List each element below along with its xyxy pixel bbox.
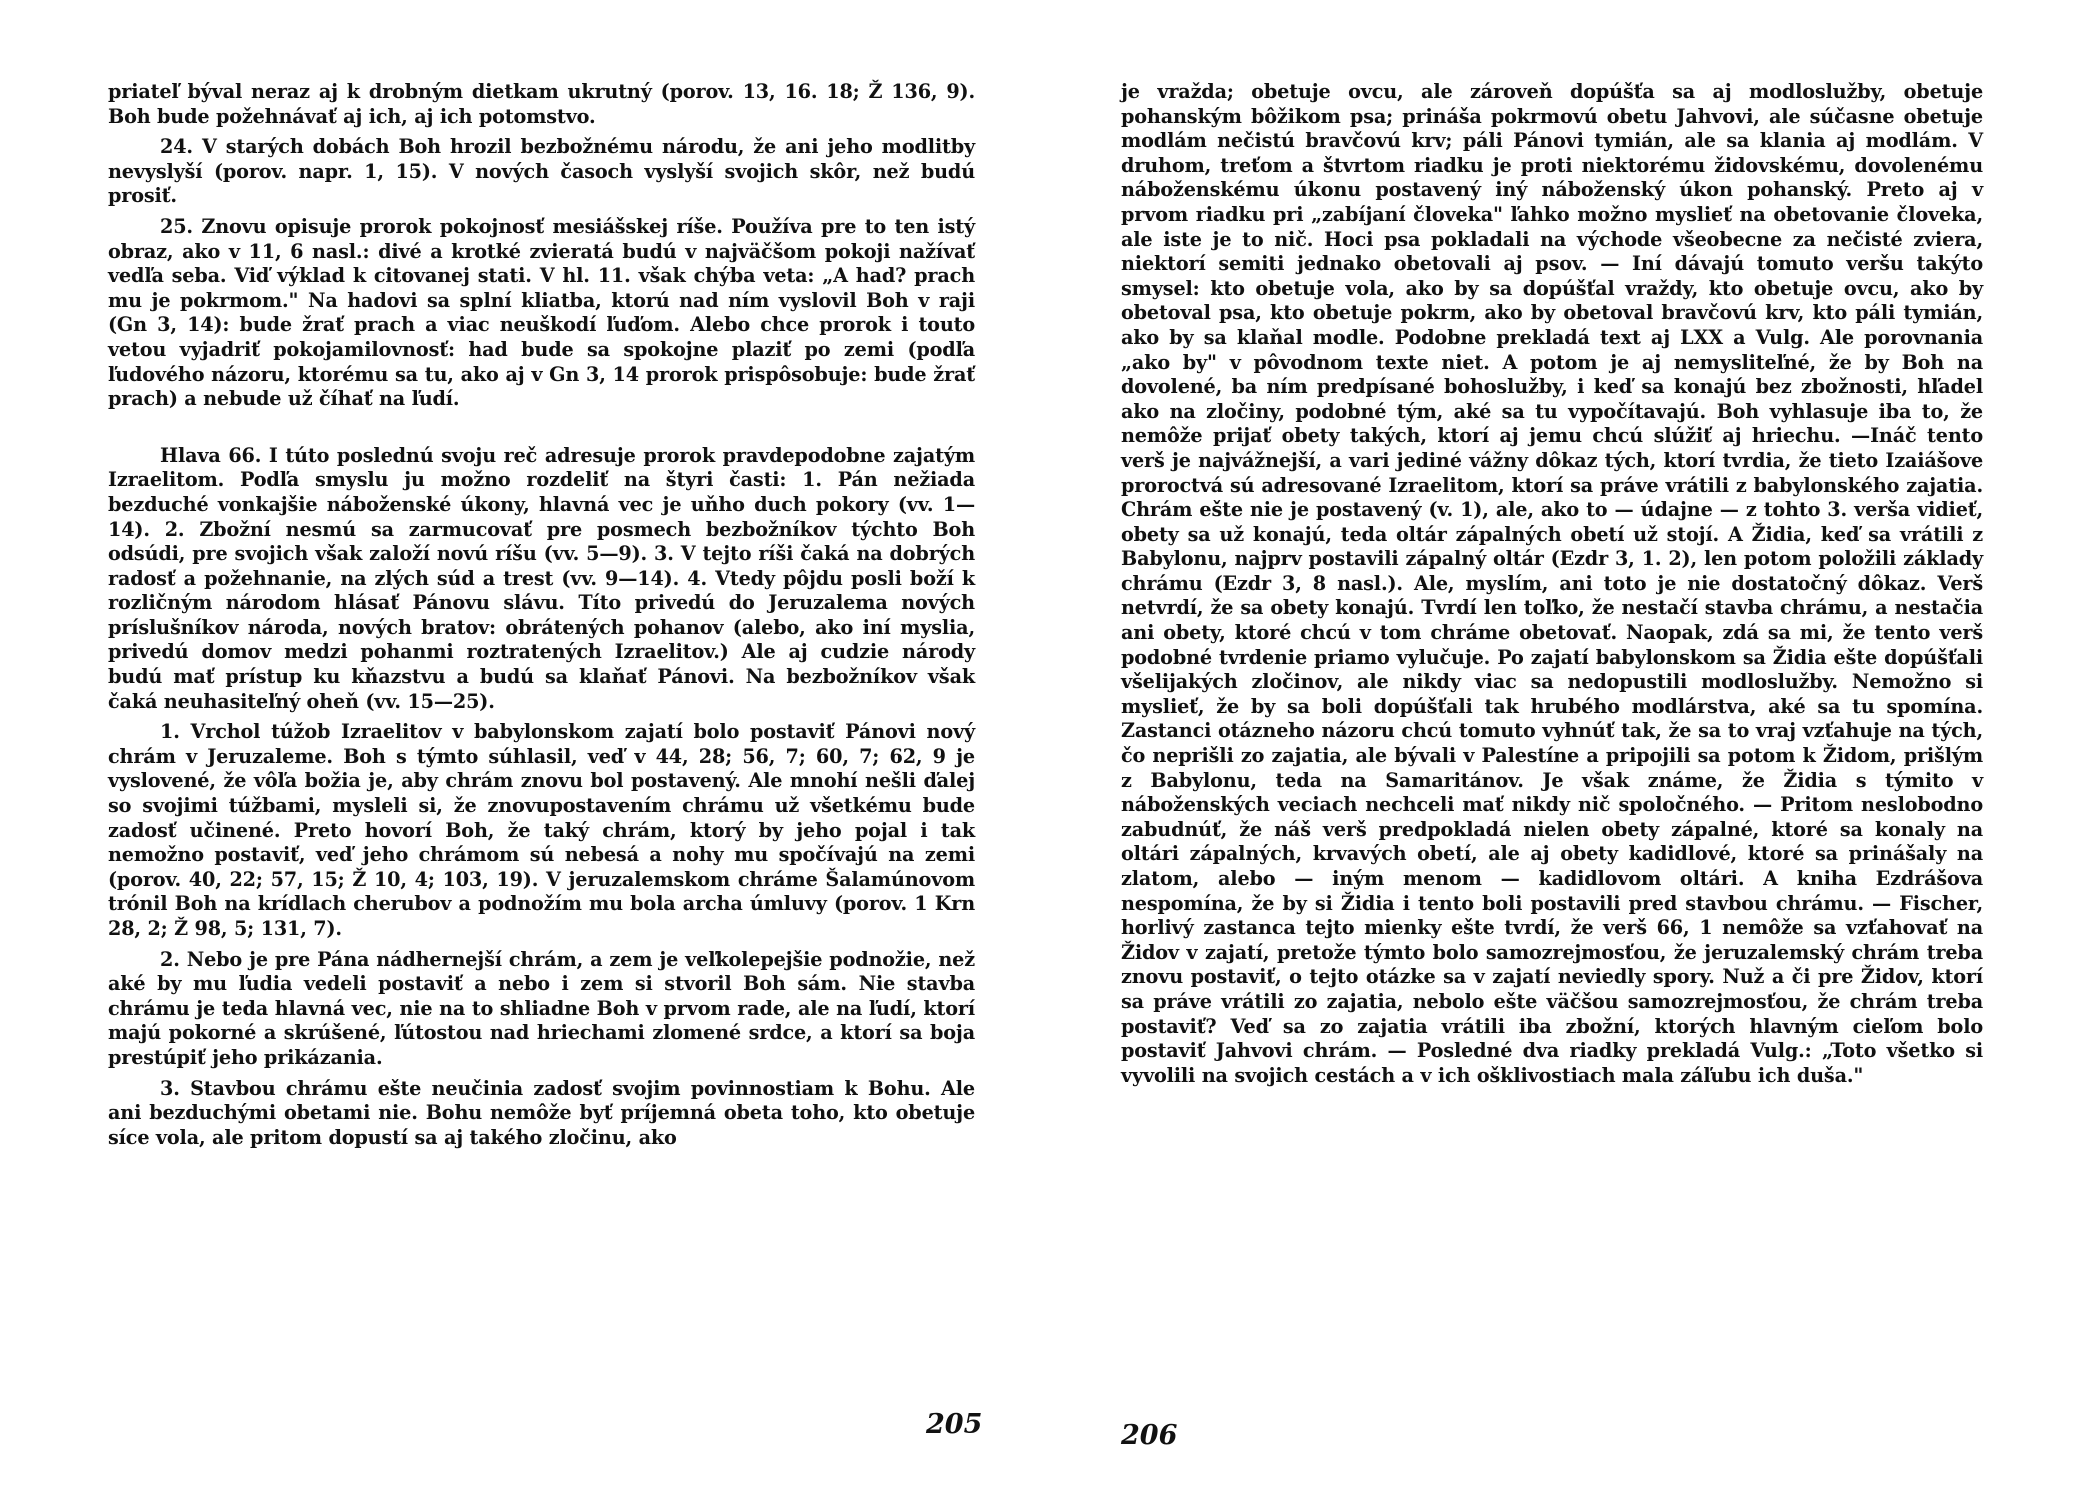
paragraph: priateľ býval neraz aj k drobným dietkam ukrutný (porov. 13, 16. 18; Ž 136, 9). Boh bude požehnávať aj ich, aj ich potomstvo. <box>108 80 975 128</box>
page-number: 206 <box>1121 1420 1178 1451</box>
paragraph: 25. Znovu opisuje prorok pokojnosť mesiášskej ríše. Používa pre to ten istý obraz, ako v 11, 6 nasl.: divé a krotké zvieratá budú v najväčšom pokoji nažívať vedľa seba. Viď výklad k citovanej stati. V hl. 11. však chýba veta: „A had? prach mu je pokrmom." Na hadovi sa splní kliatba, ktorú nad ním vyslovil Boh v raji (Gn 3, 14): bude žrať prach a viac neuškodí ľuďom. Alebo chce prorok i touto vetou vyjadriť pokojamilovnosť: had bude sa spokojne plaziť po zemi (podľa ľudového názoru, ktorému sa tu, ako aj v Gn 3, 14 prorok prispôsobuje: bude žrať prach) a nebude už číhať na ľudí. <box>108 214 975 411</box>
paragraph: 1. Vrchol túžob Izraelitov v babylonskom zajatí bolo postaviť Pánovi nový chrám v Jeruzaleme. Boh s týmto súhlasil, veď v 44, 28; 56, 7; 60, 7; 62, 9 je vyslovené, že vôľa božia je, aby chrám znovu bol postavený. Ale mnohí nešli ďalej so svojimi túžbami, mysleli si, že znovupostavením chrámu už všetkému bude zadosť učinené. Preto hovorí Boh, že taký chrám, ktorý by jeho pojal i tak nemožno postaviť, veď jeho chrámom sú nebesá a nohy mu spočívajú na zemi (porov. 40, 22; 57, 15; Ž 10, 4; 103, 19). V jeruzalemskom chráme Šalamúnovom trónil Boh na krídlach cherubov a podnožím mu bola archa úmluvy (porov. 1 Krn 28, 2; Ž 98, 5; 131, 7). <box>108 720 975 940</box>
chapter-heading-paragraph: Hlava 66. I túto poslednú svoju reč adresuje prorok pravdepodobne zajatým Izraelitom. Podľa smyslu ju možno rozdeliť na štyri časti: 1. Pán nežiada bezduché vonkajšie náboženské úkony, hlavná vec je uňho duch pokory (vv. 1—14). 2. Zbožní nesmú sa zarmucovať pre posmech bezbožníkov týchto Boh odsúdi, pre svojich však založí novú ríšu (vv. 5—9). 3. V tejto ríši čaká na dobrých radosť a požehnanie, na zlých súd a trest (vv. 9—14). 4. Vtedy pôjdu posli boží k rozličným národom hlásať Pánovu slávu. Títo privedú do Jeruzalema nových príslušníkov národa, nových bratov: obrátených pohanov (alebo, ako iní myslia, privedú domov medzi pohanmi roztratených Izraelitov.) Ale aj cudzie národy budú mať prístup ku kňazstvu a budú sa klaňať Pánovi. Na bezbožníkov však čaká neuhasiteľný oheň (vv. 15—25). <box>108 443 975 713</box>
paragraph: 2. Nebo je pre Pána nádhernejší chrám, a zem je veľkolepejšie podnožie, než aké by mu ľudia vedeli postaviť a nebo i zem si stvoril Boh sám. Nie stavba chrámu je teda hlavná vec, nie na to shliadne Boh v prvom rade, ale na ľudí, ktorí majú pokorné a skrúšené, ľútostou nad hriechami zlomené srdce, a ktorí sa boja prestúpiť jeho prikázania. <box>108 947 975 1069</box>
left-page-text <box>108 80 975 1150</box>
paragraph: je vražda; obetuje ovcu, ale zároveň dopúšťa sa aj modloslužby, obetuje pohanským bôžikom psa; prináša pokrmovú obetu Jahvovi, ale súčasne obetuje modlám nečistú bravčovú krv; páli Pánovi tymián, ale sa klania aj modlám. V druhom, treťom a štvrtom riadku je proti niektorému židovskému, dovolenému náboženskému úkonu postavený iný náboženský úkon pohanský. Preto aj v prvom riadku pri „zabíjaní človeka" ľahko možno myslieť na obetovanie človeka, ale iste je to nič. Hoci psa pokladali na východe všeobecne za nečisté zviera, niektorí semiti jednako obetovali aj psov. — Iní dávajú tomuto veršu takýto smysel: kto obetuje vola, ako by sa dopúšťal vraždy, kto obetuje ovcu, ako by obetoval psa, kto obetuje pokrm, ako by obetoval bravčovú krv, kto páli tymián, ako by sa klaňal modle. Podobne prekladá text aj LXX a Vulg. Ale porovnania „ako by" v pôvodnom texte niet. A potom je aj nemysliteľné, že by Boh na dovolené, ba ním predpísané bohoslužby, i keď sa konajú bez zbožnosti, hľadel ako na zločiny, podobné tým, aké sa tu vypočítavajú. Boh vyhlasuje iba to, že nemôže prijať obety takých, ktorí aj jemu chcú slúžiť aj hriechu. —Ináč tento verš je najvážnejší, a vari jediné vážny dôkaz tých, ktorí tvrdia, že tieto Izaiášove proroctvá sú adresované Izraelitom, ktorí sa práve vrátili z babylonského zajatia. Chrám ešte nie je postavený (v. 1), ale, ako to — údajne — z tohto 3. verša vidieť, obety sa už konajú, teda oltár zápalných obetí už stojí. A Židia, keď sa vrátili z Babylonu, najprv postavili zápalný oltár (Ezdr 3, 1. 2), len potom položili základy chrámu (Ezdr 3, 8 nasl.). Ale, myslím, ani toto je nie dostatočný dôkaz. Verš netvrdí, že sa obety konajú. Tvrdí len toľko, že nestačí stavba chrámu, a nestačia ani obety, ktoré chcú v tom chráme obetovať. Naopak, zdá sa mi, že tento verš podobné tvrdenie priamo vylučuje. Po zajatí babylonskom sa Židia ešte dopúšťali všelijakých zločinov, ale nikdy viac sa nedopustili modloslužby. Nemožno si myslieť, že by sa boli dopúšťali tak hrubého modlárstva, aké sa tu spomína. Zastanci otázneho názoru chcú tomuto vyhnúť tak, že sa to vraj vzťahuje na tých, čo neprišli zo zajatia, ale bývali v Palestíne a pripojili sa potom k Židom, prišlým z Babylonu, teda na Samaritánov. Je však známe, že Židia s týmito v náboženských veciach nechceli mať nikdy nič spoločného. — Pritom neslobodno zabudnúť, že náš verš predpokladá nielen obety zápalné, ktoré sa konaly na oltári zápalných, krvavých obetí, ale aj obety kadidlové, ktoré sa prinášaly na zlatom, alebo — iným menom — kadidlovom oltári. A kniha Ezdrášova nespomína, že by si Židia i tento boli postavili pred stavbou chrámu. — Fischer, horlivý zastanca tejto mienky ešte tvrdí, že verš 66, 1 nemôže sa vzťahovať na Židov v zajatí, pretože týmto bolo samozrejmosťou, že jeruzalemský chrám treba znovu postaviť, o tejto otázke sa v zajatí neviedly spory. Nuž a či pre Židov, ktorí sa práve vrátili zo zajatia, nebolo ešte väčšou samozrejmosťou, že chrám treba postaviť? Veď sa zo zajatia vrátili iba zbožní, ktorých hlavným cieľom bolo postaviť Jahvovi chrám. — Posledné dva riadky prekladá Vulg.: „Toto všetko si vyvolili na svojich cestách a v ich ošklivostiach mala záľubu ich duša." <box>1121 80 1983 1087</box>
page-number: 205 <box>926 1409 983 1440</box>
right-page <box>1121 80 1983 1094</box>
right-page-text <box>1121 80 1983 1088</box>
left-page <box>108 80 975 1156</box>
paragraph: 3. Stavbou chrámu ešte neučinia zadosť svojim povinnostiam k Bohu. Ale ani bezduchými obetami nie. Bohu nemôže byť príjemná obeta toho, kto obetuje síce vola, ale pritom dopustí sa aj takého zločinu, ako <box>108 1076 975 1149</box>
paragraph: 24. V starých dobách Boh hrozil bezbožnému národu, že ani jeho modlitby nevyslyší (porov. napr. 1, 15). V nových časoch vyslyší svojich skôr, než budú prosiť. <box>108 135 975 208</box>
